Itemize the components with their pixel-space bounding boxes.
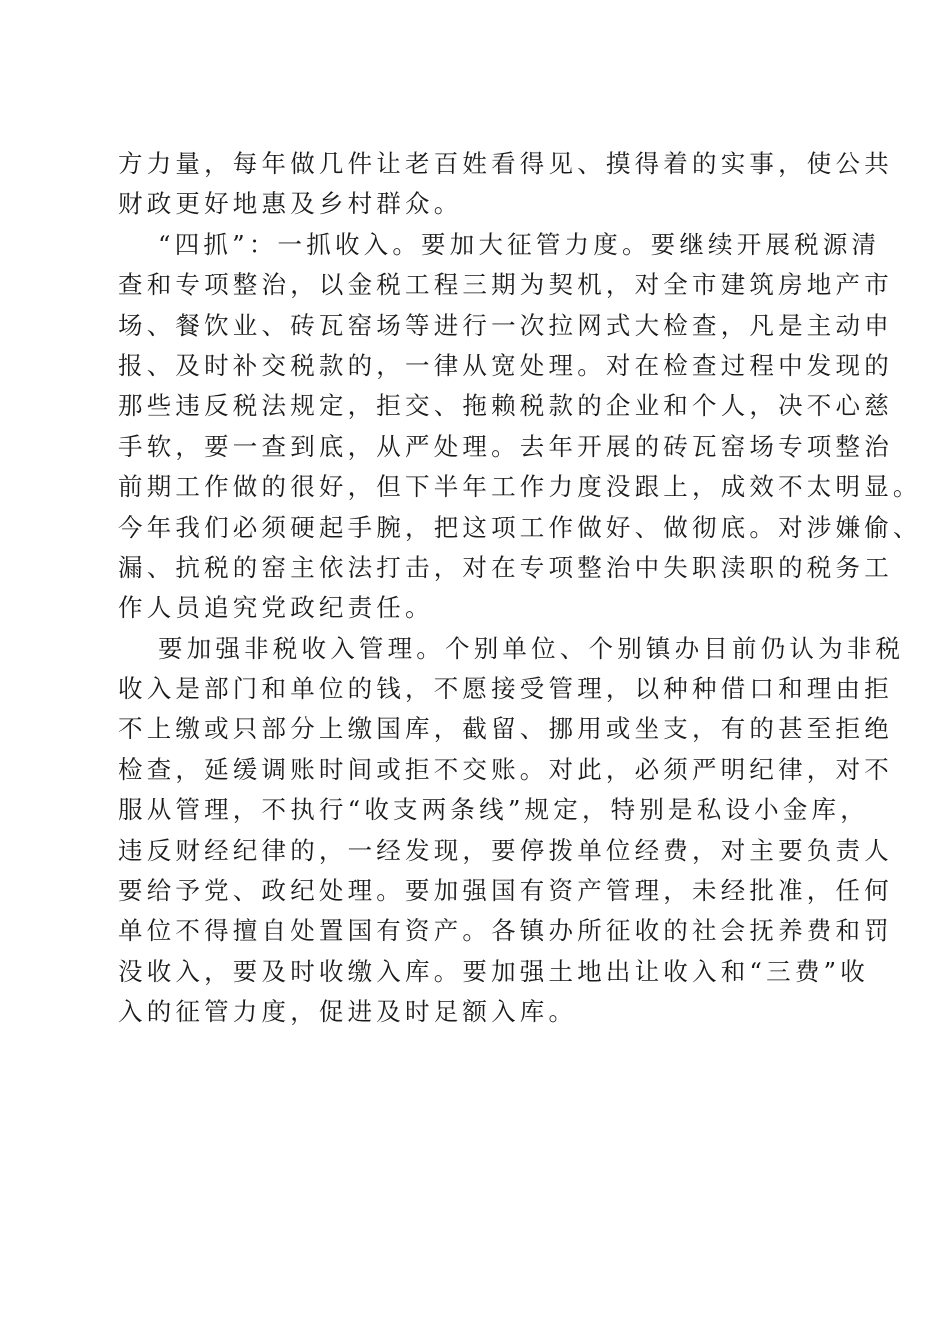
text-line: 单位不得擅自处置国有资产。各镇办所征收的社会抚养费和罚 [118,916,893,946]
text-line: 违反财经纪律的，一经发现，要停拨单位经费，对主要负责人 [118,835,893,865]
text-line: 检查，延缓调账时间或拒不交账。对此，必须严明纪律，对不 [118,754,893,784]
text-line: 前期工作做的很好，但下半年工作力度没跟上，成效不太明显。 [118,472,922,502]
text-line: 要给予党、政纪处理。要加强国有资产管理，未经批准，任何 [118,876,893,906]
text-line: “四抓”：一抓收入。要加大征管力度。要继续开展税源清 [158,229,881,259]
text-line: 报、及时补交税款的，一律从宽处理。对在检查过程中发现的 [118,350,893,380]
paragraph-3 [118,629,905,1033]
text-line: 要加强非税收入管理。个别单位、个别镇办目前仍认为非税 [158,633,905,663]
paragraph-1 [118,144,893,225]
text-line: 服从管理，不执行“收支两条线”规定，特别是私设小金库， [118,795,869,825]
text-line: 那些违反税法规定，拒交、拖赖税款的企业和个人，决不心慈 [118,391,893,421]
text-line: 方力量，每年做几件让老百姓看得见、摸得着的实事，使公共 [118,149,893,178]
text-line: 漏、抗税的窑主依法打击，对在专项整治中失职渎职的税务工 [118,552,893,582]
text-line: 场、餐饮业、砖瓦窑场等进行一次拉网式大检查，凡是主动申 [118,310,893,340]
text-line: 今年我们必须硬起手腕，把这项工作做好、做彻底。对涉嫌偷、 [118,512,922,542]
document-body [118,144,922,1033]
text-line: 手软，要一查到底，从严处理。去年开展的砖瓦窑场专项整治 [118,431,893,461]
paragraph-2 [118,225,922,629]
text-line: 收入是部门和单位的钱，不愿接受管理，以种种借口和理由拒 [118,674,893,704]
text-line: 查和专项整治，以金税工程三期为契机，对全市建筑房地产市 [118,270,893,300]
text-line: 财政更好地惠及乡村群众。 [118,189,463,219]
text-line: 入的征管力度，促进及时足额入库。 [118,997,578,1027]
text-line: 不上缴或只部分上缴国库，截留、挪用或坐支，有的甚至拒绝 [118,714,893,744]
text-line: 没收入，要及时收缴入库。要加强土地出让收入和“三费”收 [118,956,869,986]
text-line: 作人员追究党政纪责任。 [118,593,434,623]
